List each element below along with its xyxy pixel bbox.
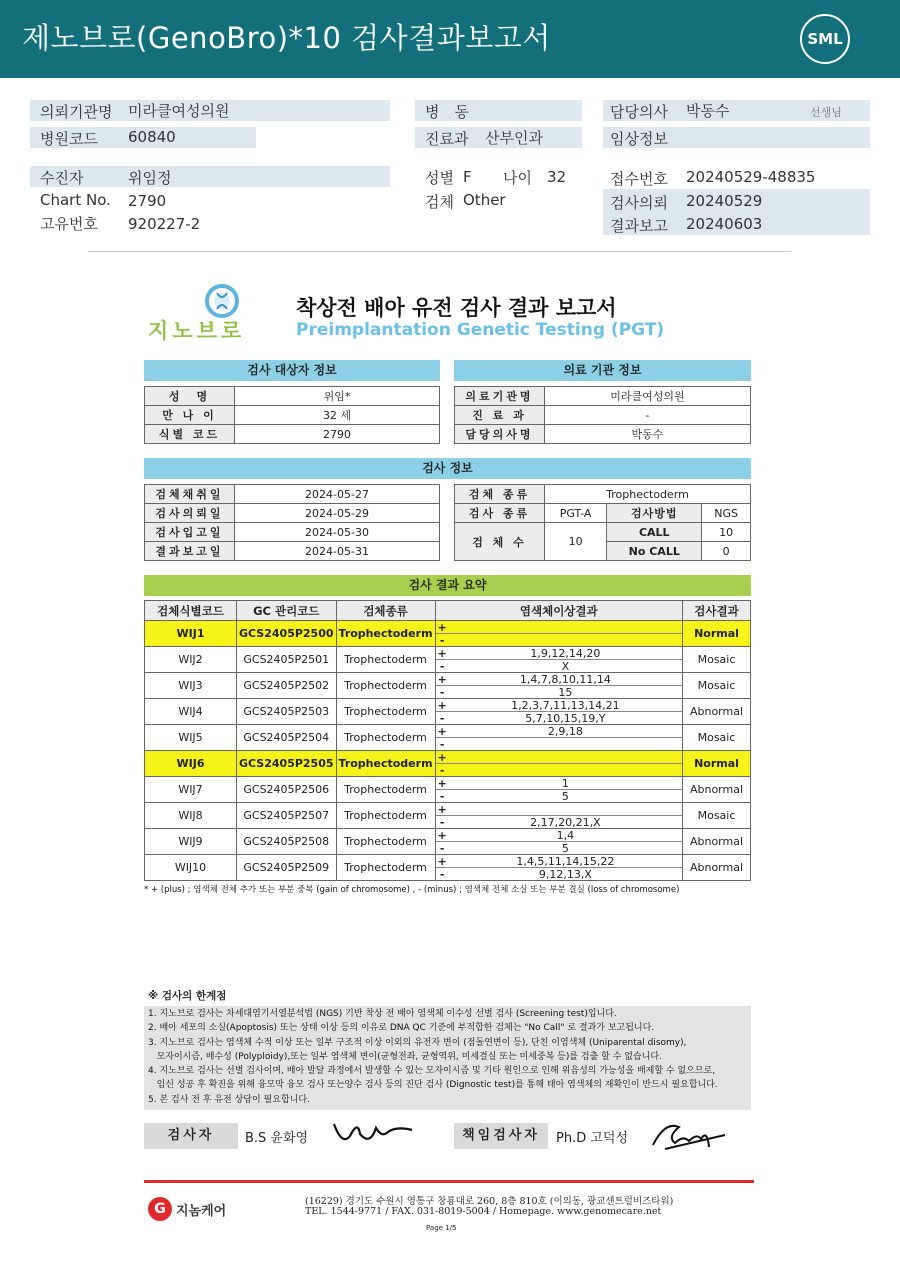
minus-sign: - xyxy=(439,789,445,803)
doctor-label: 담당의사명 xyxy=(455,425,545,444)
ward-label: 병 동 xyxy=(425,103,469,121)
testtype-label: 검사 종류 xyxy=(455,504,545,523)
sample-id: WIJ7 xyxy=(145,777,237,803)
limits-box xyxy=(144,1006,751,1110)
inst-value: 미라클여성의원 xyxy=(545,387,751,406)
table-row xyxy=(145,621,751,647)
loss-list xyxy=(449,764,682,777)
inst-section xyxy=(454,360,751,444)
dept-value: - xyxy=(545,406,751,425)
loss-list: 2,17,20,21,X xyxy=(530,815,601,829)
doctor-suffix: 선생님 xyxy=(810,106,842,119)
plus-sign: + xyxy=(437,672,447,686)
acc-label: 접수번호 xyxy=(610,170,668,188)
chief-signature xyxy=(645,1115,730,1157)
testtype-value: PGT-A xyxy=(545,504,607,523)
chromosome-result xyxy=(435,647,682,673)
method-value: NGS xyxy=(702,504,751,523)
req-value: 미라클여성의원 xyxy=(128,102,230,120)
sample-id: WIJ3 xyxy=(145,673,237,699)
chart-label: Chart No. xyxy=(40,191,111,209)
plus-sign: + xyxy=(437,854,447,868)
chromosome-result xyxy=(435,803,682,829)
report-title-ko: 착상전 배아 유전 검사 결과 보고서 xyxy=(296,296,617,320)
minus-sign: - xyxy=(439,867,445,881)
tester-label: 검사자 xyxy=(144,1123,238,1149)
doctor-value: 박동수 xyxy=(686,102,730,120)
subject-section xyxy=(144,360,440,444)
testinfo-section xyxy=(144,458,751,479)
sample-id: WIJ5 xyxy=(145,725,237,751)
test-result: Abnormal xyxy=(683,829,751,855)
count-label: 검 체 수 xyxy=(455,523,545,561)
chief-label: 책임검사자 xyxy=(454,1123,548,1149)
col-header: 염색체이상결과 xyxy=(435,601,682,621)
chromosome-result xyxy=(435,673,682,699)
plus-sign: + xyxy=(437,776,447,790)
test-result: Normal xyxy=(683,751,751,777)
sample-type: Trophectoderm xyxy=(336,647,435,673)
test-result: Abnormal xyxy=(683,777,751,803)
plus-sign: + xyxy=(437,620,447,634)
spectype-value: Trophectoderm xyxy=(545,485,751,504)
summary-section xyxy=(144,575,751,596)
testinfo-header: 검사 정보 xyxy=(144,458,751,479)
patient-value: 위임정 xyxy=(128,169,172,187)
plus-sign: + xyxy=(437,646,447,660)
chromosome-result xyxy=(435,725,682,751)
gain-list: 1,2,3,7,11,13,14,21 xyxy=(449,699,682,712)
nocall-label: No CALL xyxy=(607,542,702,561)
reqdate-value: 20240529 xyxy=(686,192,763,210)
limit-item: 5. 본 검사 전 후 유전 상담이 필요합니다. xyxy=(148,1094,310,1105)
gc-code: GCS2405P2507 xyxy=(237,803,337,829)
id-label: 고유번호 xyxy=(40,215,98,233)
inst-table xyxy=(454,386,751,444)
gain-list: 1,4 xyxy=(449,829,682,842)
divider xyxy=(88,251,791,252)
gain-list: 1,4,7,8,10,11,14 xyxy=(449,673,682,686)
sample-type: Trophectoderm xyxy=(336,803,435,829)
reportdate-label: 결과보고일 xyxy=(145,542,235,561)
limit-item: 모자이시즘, 배수성 (Polyploidy),또는 일부 염색체 변이(균형전좌, 균형역위, 미세결실 또는 미세중복 등)를 검출 할 수 없습니다. xyxy=(148,1051,662,1062)
age-value: 32 세 xyxy=(235,406,440,425)
table-row xyxy=(145,699,751,725)
collect-value: 2024-05-27 xyxy=(235,485,440,504)
address: (16229) 경기도 수원시 영통구 창룡대로 260, 8층 810호 (이의동, 광교센트럴비즈타워) xyxy=(305,1196,674,1207)
test-result: Abnormal xyxy=(683,699,751,725)
chromosome-result xyxy=(435,855,682,881)
subject-table xyxy=(144,386,440,444)
name-label: 성 명 xyxy=(145,387,235,406)
plus-sign: + xyxy=(437,698,447,712)
minus-sign: - xyxy=(439,815,445,829)
call-label: CALL xyxy=(607,523,702,542)
gc-code: GCS2405P2509 xyxy=(237,855,337,881)
top-banner xyxy=(0,0,900,78)
clinical-label: 임상정보 xyxy=(610,130,668,148)
minus-sign: - xyxy=(439,685,445,699)
nocall-value: 0 xyxy=(702,542,751,561)
minus-sign: - xyxy=(436,634,449,647)
limit-item: 4. 지노브로 검사는 선별 검사이며, 배아 발달 과정에서 발생할 수 있는 모자이시즘 및 기타 원인으로 인해 위음성의 가능성을 배제할 수 없으므로, xyxy=(148,1066,716,1077)
limit-item: 1. 지노브로 검사는 차세대염기서열분석법 (NGS) 기반 착상 전 배아 염색체 이수성 선별 검사 (Screening test)입니다. xyxy=(148,1009,617,1019)
company-name: 지놈케어 xyxy=(176,1204,227,1219)
chart-value: 2790 xyxy=(128,192,167,210)
receive-label: 검사입고일 xyxy=(145,523,235,542)
loss-list xyxy=(449,634,682,647)
id-value: 920227-2 xyxy=(128,215,201,233)
code-label: 병원코드 xyxy=(40,130,98,148)
age-label: 만 나 이 xyxy=(145,406,235,425)
inst-header: 의료 기관 정보 xyxy=(454,360,751,381)
sample-type: Trophectoderm xyxy=(336,829,435,855)
specimen-value: Other xyxy=(463,191,506,209)
chromosome-result xyxy=(435,621,682,647)
gc-code: GCS2405P2503 xyxy=(237,699,337,725)
call-value: 10 xyxy=(702,523,751,542)
loss-list: X xyxy=(561,659,570,673)
table-row xyxy=(145,855,751,881)
repdate-value: 20240603 xyxy=(686,215,763,233)
dates-table xyxy=(144,484,440,561)
sex-value: F xyxy=(463,168,472,186)
request-value: 2024-05-29 xyxy=(235,504,440,523)
col-header: GC 관리코드 xyxy=(237,601,337,621)
reqdate-label: 검사의뢰 xyxy=(610,194,668,212)
test-result: Mosaic xyxy=(683,725,751,751)
sex-label: 성별 xyxy=(425,169,454,187)
table-row xyxy=(145,647,751,673)
sample-type: Trophectoderm xyxy=(336,725,435,751)
gc-code: GCS2405P2502 xyxy=(237,673,337,699)
loss-list: 5 xyxy=(561,841,569,855)
doctor-value: 박동수 xyxy=(545,425,751,444)
page-number: Page 1/5 xyxy=(426,1224,457,1232)
limit-item: 2. 배아 세포의 소실(Apoptosis) 또는 상태 이상 등의 이유로 DNA QC 기준에 부적합한 검체는 "No Call" 로 결과가 보고됩니다. xyxy=(148,1023,655,1034)
req-label: 의뢰기관명 xyxy=(40,103,113,121)
specimen-label: 검체 xyxy=(425,193,454,211)
chief-name: Ph.D 고덕성 xyxy=(556,1131,629,1146)
minus-sign: - xyxy=(439,659,445,673)
gc-code: GCS2405P2508 xyxy=(237,829,337,855)
request-label: 검사의뢰일 xyxy=(145,504,235,523)
gc-code: GCS2405P2501 xyxy=(237,647,337,673)
loss-list: 9,12,13,X xyxy=(538,867,592,881)
table-row xyxy=(145,673,751,699)
test-result: Mosaic xyxy=(683,673,751,699)
field-bg xyxy=(30,166,390,187)
method-label: 검사방법 xyxy=(607,504,702,523)
gc-code: GCS2405P2505 xyxy=(237,751,337,777)
gain-list xyxy=(449,751,682,764)
idcode-label: 식별 코드 xyxy=(145,425,235,444)
sample-id: WIJ2 xyxy=(145,647,237,673)
sample-id: WIJ6 xyxy=(145,751,237,777)
limit-item: 3. 지노브로 검사는 염색체 수적 이상 또는 일부 구조적 이상 이외의 유전자 변이 (점돌연변이 등), 단친 이염색체 (Uniparental disomy), xyxy=(148,1037,687,1048)
receive-value: 2024-05-30 xyxy=(235,523,440,542)
test-result: Normal xyxy=(683,621,751,647)
sample-type: Trophectoderm xyxy=(336,751,435,777)
minus-sign: - xyxy=(439,841,445,855)
col-header: 검체종류 xyxy=(336,601,435,621)
loss-list: 5 xyxy=(561,789,569,803)
plus-sign: + xyxy=(437,828,447,842)
dept-label: 진 료 과 xyxy=(455,406,545,425)
test-result: Mosaic xyxy=(683,803,751,829)
gain-list: 2,9,18 xyxy=(449,725,682,738)
col-header: 검체식별코드 xyxy=(145,601,237,621)
chromosome-result xyxy=(435,777,682,803)
report-title-en: Preimplantation Genetic Testing (PGT) xyxy=(296,320,665,340)
spec-table xyxy=(454,484,751,561)
minus-sign: - xyxy=(439,737,445,751)
col-header: 검사결과 xyxy=(683,601,751,621)
sample-type: Trophectoderm xyxy=(336,777,435,803)
gain-list: 1,9,12,14,20 xyxy=(449,647,682,660)
plus-sign: + xyxy=(437,802,447,816)
age-label: 나이 xyxy=(503,169,532,187)
table-row xyxy=(145,751,751,777)
sample-type: Trophectoderm xyxy=(336,699,435,725)
patient-label: 수진자 xyxy=(40,169,84,187)
gc-code: GCS2405P2500 xyxy=(237,621,337,647)
results-table xyxy=(144,600,751,881)
table-row xyxy=(145,725,751,751)
gc-code: GCS2405P2506 xyxy=(237,777,337,803)
table-row xyxy=(145,777,751,803)
repdate-label: 결과보고 xyxy=(610,217,668,235)
table-row xyxy=(145,803,751,829)
code-value: 60840 xyxy=(128,128,176,146)
plus-sign: + xyxy=(437,750,447,764)
dept-label: 진료과 xyxy=(425,130,469,148)
report-title: 제노브로(GenoBro)*10 검사결과보고서 xyxy=(22,21,551,55)
age-value: 32 xyxy=(547,168,567,186)
chromosome-result xyxy=(435,751,682,777)
subject-header: 검사 대상자 정보 xyxy=(144,360,440,381)
acc-value: 20240529-48835 xyxy=(686,168,816,186)
gain-list xyxy=(449,803,682,816)
sample-type: Trophectoderm xyxy=(336,621,435,647)
gain-list: 1 xyxy=(449,777,682,790)
summary-header: 검사 결과 요약 xyxy=(144,575,751,596)
sample-id: WIJ8 xyxy=(145,803,237,829)
dept-value: 산부인과 xyxy=(485,129,543,147)
loss-list: 15 xyxy=(558,685,573,699)
minus-sign: - xyxy=(436,764,449,777)
limit-item: 임신 성공 후 확진을 위해 융모막 융모 검사 또는양수 검사 등의 진단 검사 (Dignostic test)를 통해 태아 염색체의 재확인이 반드시 필요합니다. xyxy=(148,1080,718,1091)
footnote: * + (plus) ; 염색체 전체 추가 또는 부분 중복 (gain of chromosome) , - (minus) ; 염색체 전체 소실 또는 부분 결실 (loss of chromosome) xyxy=(144,885,680,895)
sample-id: WIJ9 xyxy=(145,829,237,855)
footer-rule xyxy=(144,1180,754,1183)
gain-list xyxy=(449,621,682,634)
tester-name: B.S 윤화영 xyxy=(245,1131,309,1146)
contact: TEL. 1544-9771 / FAX. 031-8019-5004 / Homepage. www.genomecare.net xyxy=(305,1206,662,1217)
inst-label: 의료기관명 xyxy=(455,387,545,406)
sample-id: WIJ4 xyxy=(145,699,237,725)
minus-sign: - xyxy=(439,711,445,725)
genomecare-logo-icon: G xyxy=(148,1197,172,1221)
sml-logo: SML xyxy=(800,14,850,64)
tester-signature xyxy=(330,1116,415,1154)
collect-label: 검체채취일 xyxy=(145,485,235,504)
name-value: 위임* xyxy=(235,387,440,406)
doctor-label: 담당의사 xyxy=(610,103,668,121)
count-value: 10 xyxy=(545,523,607,561)
gc-code: GCS2405P2504 xyxy=(237,725,337,751)
plus-sign: + xyxy=(437,724,447,738)
sample-id: WIJ1 xyxy=(145,621,237,647)
chromosome-result xyxy=(435,699,682,725)
loss-list xyxy=(449,738,682,751)
test-result: Abnormal xyxy=(683,855,751,881)
table-row xyxy=(145,829,751,855)
test-result: Mosaic xyxy=(683,647,751,673)
genobro-brand: 지노브로 xyxy=(148,319,246,343)
spectype-label: 검체 종류 xyxy=(455,485,545,504)
idcode-value: 2790 xyxy=(235,425,440,444)
sample-type: Trophectoderm xyxy=(336,673,435,699)
sample-id: WIJ10 xyxy=(145,855,237,881)
limits-title: ※ 검사의 한계점 xyxy=(148,990,227,1002)
chromosome-result xyxy=(435,829,682,855)
reportdate-value: 2024-05-31 xyxy=(235,542,440,561)
loss-list: 5,7,10,15,19,Y xyxy=(525,711,606,725)
gain-list: 1,4,5,11,14,15,22 xyxy=(449,855,682,868)
sample-type: Trophectoderm xyxy=(336,855,435,881)
